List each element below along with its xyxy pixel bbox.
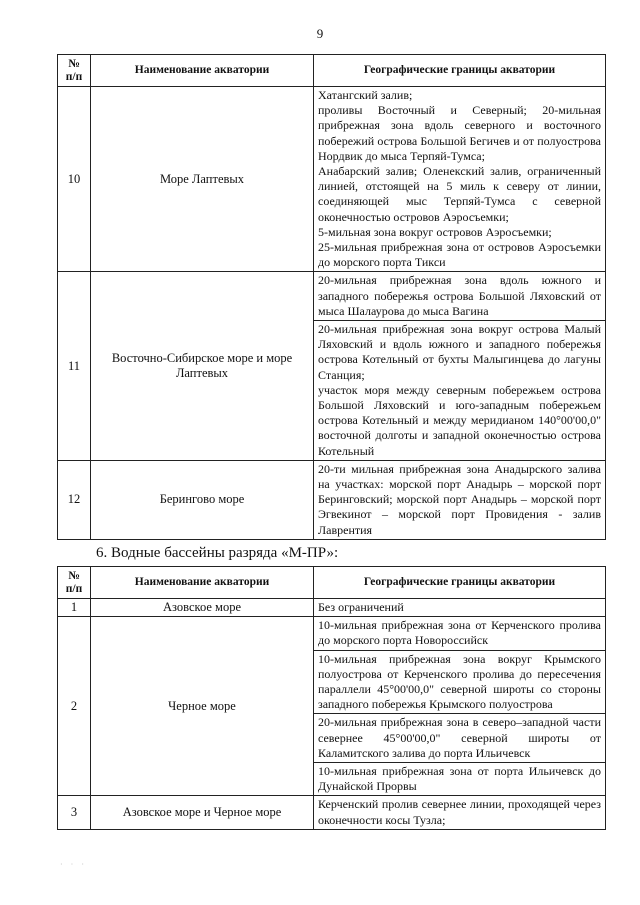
header-water-area-name: Наименование акватории: [91, 55, 314, 87]
page-number: 9: [316, 26, 324, 41]
water-area-name: Берингово море: [91, 460, 314, 539]
table-header-row: [58, 55, 606, 87]
table-black-azov-seas: [57, 566, 606, 830]
geographic-boundary-cell: [314, 650, 606, 714]
boundary-text: Хатангский залив;: [318, 88, 413, 102]
boundary-text: проливы Восточный и Северный; 20-мильная прибрежная зона вдоль северного и восточного побережий острова Большой Бегичев и от полуострова Нордвик до мыса Терпяй-Тумса;: [318, 103, 601, 163]
header-number: [58, 567, 91, 599]
geographic-boundary-cell: [314, 599, 606, 617]
water-area-name: Азовское море: [91, 599, 314, 617]
boundary-text: 5-мильная зона вокруг островов Аэросъемки;: [318, 224, 552, 239]
boundary-text: 10-мильная прибрежная зона от порта Ильичевск до Дунайской Прорвы: [318, 764, 601, 794]
table-row: [58, 272, 606, 321]
table-row: [58, 796, 606, 829]
row-number: 11: [58, 272, 91, 460]
boundary-text: 10-мильная прибрежная зона вокруг Крымского полуострова от Керченского пролива до пересечения параллели 45°00'00,0" северной широты со стороны западного побережья Крымского полуострова: [318, 651, 601, 712]
water-area-name: Черное море: [91, 617, 314, 796]
section-heading: 6. Водные бассейны разряда «М-ПР»:: [96, 545, 339, 561]
table-header-row: [58, 567, 606, 599]
water-area-name: Восточно-Сибирское море и море Лаптевых: [91, 272, 314, 460]
header-water-area-name: Наименование акватории: [91, 567, 314, 599]
header-number: [58, 55, 91, 87]
water-area-name: Море Лаптевых: [91, 87, 314, 272]
boundary-text: Анабарский залив; Оленекский залив, ограниченный линией, отстоящей на 5 миль к северу от линии, соединяющей мыс Терпяй-Тумса с северной оконечностью островов Аэросъемки;: [318, 164, 601, 224]
boundary-text: Керченский пролив севернее линии, проходящей через оконечности косы Тузла;: [318, 797, 601, 827]
geographic-boundary-cell: [314, 87, 606, 272]
header-geographic-boundaries: Географические границы акватории: [314, 567, 606, 599]
table-row: [58, 460, 606, 539]
table-northern-seas: [57, 54, 606, 540]
table-row: [58, 599, 606, 617]
row-number: 1: [58, 599, 91, 617]
boundary-text: 25-мильная прибрежная зона от островов Аэросъемки до морского порта Тикси: [318, 240, 601, 270]
header-number-text: № п/п: [65, 57, 83, 83]
geographic-boundary-cell: [314, 321, 606, 461]
boundary-text: участок моря между северным побережьем острова Большой Ляховский и юго-западным побережьем острова Котельный и между меридианом 140°00'00,0" восточной долготы и западной оконечностью острова Котельный: [318, 382, 601, 458]
boundary-text: 20-мильная прибрежная зона вдоль южного и западного побережья острова Большой Ляховский от мыса Шалаурова до мыса Вагина: [318, 273, 601, 318]
boundary-text: 20-ти мильная прибрежная зона Анадырского залива на участках: морской порт Анадырь – морской порт Беринговский; морской порт Анадырь – морской порт Эгвекинот – морской порт Провидения - залив Лаврентия: [318, 461, 601, 537]
row-number: 2: [58, 617, 91, 796]
boundary-text: Без ограничений: [318, 600, 404, 614]
geographic-boundary-cell: [314, 460, 606, 539]
row-number: 12: [58, 460, 91, 539]
geographic-boundary-cell: [314, 617, 606, 650]
row-number: 3: [58, 796, 91, 829]
table-row: [58, 617, 606, 650]
geographic-boundary-cell: [314, 714, 606, 763]
boundary-text: 20-мильная прибрежная зона в северо–западной части севернее 45°00'00,0" северной широты от Каламитского залива до порта Ильичевск: [318, 715, 601, 760]
water-area-name: Азовское море и Черное море: [91, 796, 314, 829]
header-geographic-boundaries: Географические границы акватории: [314, 55, 606, 87]
boundary-text: 20-мильная прибрежная зона вокруг острова Малый Ляховский и вдоль южного и западного побережья острова Котельный от бухты Малыгинцева до лагуны Станция;: [318, 322, 601, 382]
row-number: 10: [58, 87, 91, 272]
table-row: [58, 87, 606, 272]
scan-artifact: · · ·: [60, 860, 87, 869]
header-number-text: № п/п: [65, 569, 83, 595]
geographic-boundary-cell: [314, 796, 606, 829]
geographic-boundary-cell: [314, 272, 606, 321]
geographic-boundary-cell: [314, 763, 606, 796]
boundary-text: 10-мильная прибрежная зона от Керченского пролива до морского порта Новороссийск: [318, 618, 601, 648]
